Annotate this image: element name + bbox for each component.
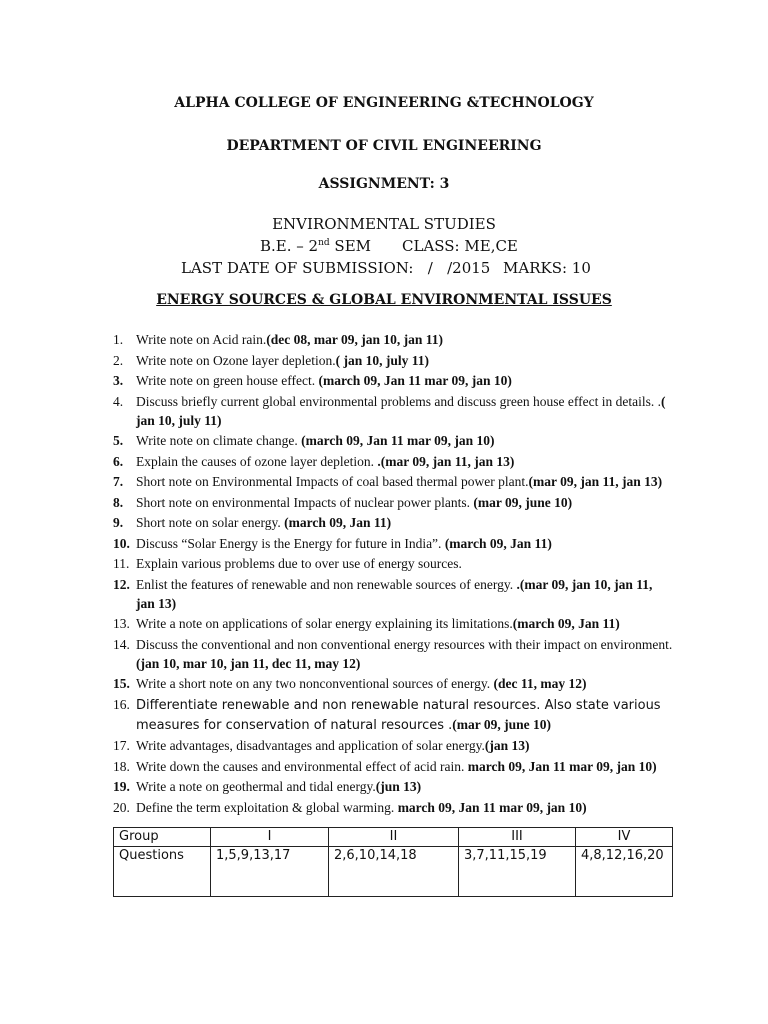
question-text: Explain various problems due to over use of energy sources. — [136, 556, 462, 571]
question-exam-ref: (jan 10, mar 10, jan 11, dec 11, may 12) — [136, 655, 361, 671]
question-number: 12. — [113, 576, 130, 592]
question-exam-ref: (dec 11, may 12) — [493, 676, 587, 691]
question-exam-ref: march 09, Jan 11 mar 09, jan 10) — [467, 758, 657, 774]
question-exam-ref: (mar 09, jan 11, jan 13) — [528, 474, 663, 489]
question-text: Discuss the conventional and non conventional energy resources with their impact on environment. — [136, 636, 673, 652]
question-item — [113, 798, 673, 817]
question-number: 18. — [113, 758, 130, 774]
group-table-row — [114, 847, 673, 897]
question-number: 9. — [113, 515, 124, 530]
class-info: CLASS: ME,CE — [402, 237, 518, 255]
group-table — [113, 827, 673, 897]
question-item — [113, 554, 673, 573]
question-number: 13. — [113, 616, 130, 631]
question-item — [113, 674, 673, 693]
question-number: 20. — [113, 799, 130, 815]
question-item — [113, 431, 673, 450]
question-list — [113, 330, 673, 818]
group-row-cell: Questions — [114, 847, 211, 897]
question-item — [113, 493, 673, 512]
question-item — [113, 371, 673, 390]
question-text: Enlist the features of renewable and non renewable sources of energy. — [136, 576, 517, 592]
question-number: 10. — [113, 535, 130, 551]
question-text: Short note on Environmental Impacts of coal based thermal power plant. — [136, 474, 529, 489]
question-item — [113, 757, 673, 776]
question-text: Write a short note on any two nonconventional sources of energy. — [136, 676, 494, 691]
assignment-title: ASSIGNMENT: 3 — [318, 176, 450, 192]
question-exam-ref: (march 09, Jan 11) — [444, 535, 552, 551]
question-text: Write down the causes and environmental effect of acid rain. — [136, 758, 468, 774]
question-text: Discuss briefly current global environmental problems and discuss green house effect in details. . — [136, 393, 661, 409]
question-item — [113, 575, 673, 613]
question-exam-ref: (march 09, Jan 11) — [512, 616, 620, 631]
question-number: 3. — [113, 373, 124, 388]
question-number: 15. — [113, 676, 130, 691]
group-table-header — [114, 828, 673, 847]
question-exam-ref: (mar 09, june 10) — [473, 494, 573, 510]
question-number: 4. — [113, 393, 124, 409]
semester-prefix: B.E. – 2 — [260, 237, 319, 255]
question-number: 6. — [113, 453, 124, 469]
department-title: DEPARTMENT OF CIVIL ENGINEERING — [226, 138, 542, 154]
topic-heading: ENERGY SOURCES & GLOBAL ENVIRONMENTAL ISSUES — [156, 292, 612, 308]
question-item — [113, 635, 673, 673]
question-exam-ref: (dec 08, mar 09, jan 10, jan 11) — [266, 332, 444, 347]
group-row-cell: 2,6,10,14,18 — [329, 847, 459, 897]
question-number: 14. — [113, 636, 130, 652]
question-exam-ref: (mar 09, june 10) — [452, 716, 552, 732]
question-text: Write note on climate change. — [136, 433, 302, 448]
question-text: Differentiate renewable and non renewable natural resources. Also state various measures for conservation of natural resources . — [136, 697, 661, 733]
group-row-cell: 3,7,11,15,19 — [459, 847, 576, 897]
question-item — [113, 534, 673, 553]
question-exam-ref: ( jan 10, july 11) — [136, 393, 666, 428]
question-number: 19. — [113, 779, 130, 794]
question-text: Write a note on geothermal and tidal energy. — [136, 779, 376, 794]
question-item — [113, 452, 673, 471]
marks-info: MARKS: 10 — [503, 259, 591, 277]
question-exam-ref: .(mar 09, jan 11, jan 13) — [377, 453, 515, 469]
question-text: Short note on environmental Impacts of nuclear power plants. — [136, 494, 474, 510]
question-exam-ref: (march 09, Jan 11 mar 09, jan 10) — [318, 373, 512, 388]
question-number: 1. — [113, 332, 124, 347]
question-item — [113, 351, 673, 370]
group-header-cell: Group — [114, 828, 211, 847]
group-header-cell: IV — [576, 828, 673, 847]
question-item — [113, 695, 673, 735]
question-text: Explain the causes of ozone layer depletion. — [136, 453, 378, 469]
question-item — [113, 513, 673, 532]
semester-sup: nd — [318, 238, 330, 248]
group-row-cell: 1,5,9,13,17 — [211, 847, 329, 897]
group-header-cell: III — [459, 828, 576, 847]
question-text: Write note on Ozone layer depletion. — [136, 352, 336, 368]
last-date-info: LAST DATE OF SUBMISSION: / /2015 — [181, 259, 491, 277]
college-title: ALPHA COLLEGE OF ENGINEERING &TECHNOLOGY — [174, 95, 594, 111]
question-number: 2. — [113, 352, 124, 368]
question-text: Write a note on applications of solar energy explaining its limitations. — [136, 616, 513, 631]
question-number: 8. — [113, 494, 124, 510]
question-exam-ref: (jan 13) — [484, 738, 530, 753]
question-item — [113, 330, 673, 349]
question-number: 11. — [113, 556, 130, 571]
question-item — [113, 614, 673, 633]
question-exam-ref: ( jan 10, july 11) — [335, 352, 430, 368]
question-item — [113, 392, 673, 430]
question-exam-ref: march 09, Jan 11 mar 09, jan 10) — [397, 799, 587, 815]
question-text: Define the term exploitation & global warming. — [136, 799, 398, 815]
question-text: Write advantages, disadvantages and application of solar energy. — [136, 738, 485, 753]
question-text: Discuss “Solar Energy is the Energy for future in India”. — [136, 535, 445, 551]
question-number: 16. — [113, 696, 130, 712]
group-row-cell: 4,8,12,16,20 — [576, 847, 673, 897]
question-exam-ref: (march 09, Jan 11) — [284, 515, 392, 530]
subject-title: ENVIRONMENTAL STUDIES — [272, 215, 496, 233]
group-header-cell: II — [329, 828, 459, 847]
question-number: 5. — [113, 433, 124, 448]
group-header-cell: I — [211, 828, 329, 847]
question-number: 17. — [113, 738, 130, 753]
question-exam-ref: .(mar 09, jan 10, jan 11, jan 13) — [136, 576, 653, 611]
question-item — [113, 736, 673, 755]
semester-suffix: SEM — [329, 237, 372, 255]
question-exam-ref: (jun 13) — [375, 779, 422, 794]
question-exam-ref: (march 09, Jan 11 mar 09, jan 10) — [301, 433, 495, 448]
question-number: 7. — [113, 474, 124, 489]
question-text: Short note on solar energy. — [136, 515, 285, 530]
question-text: Write note on green house effect. — [136, 373, 319, 388]
question-text: Write note on Acid rain. — [136, 332, 267, 347]
question-item — [113, 777, 673, 796]
question-item — [113, 472, 673, 491]
semester-info — [260, 237, 371, 255]
